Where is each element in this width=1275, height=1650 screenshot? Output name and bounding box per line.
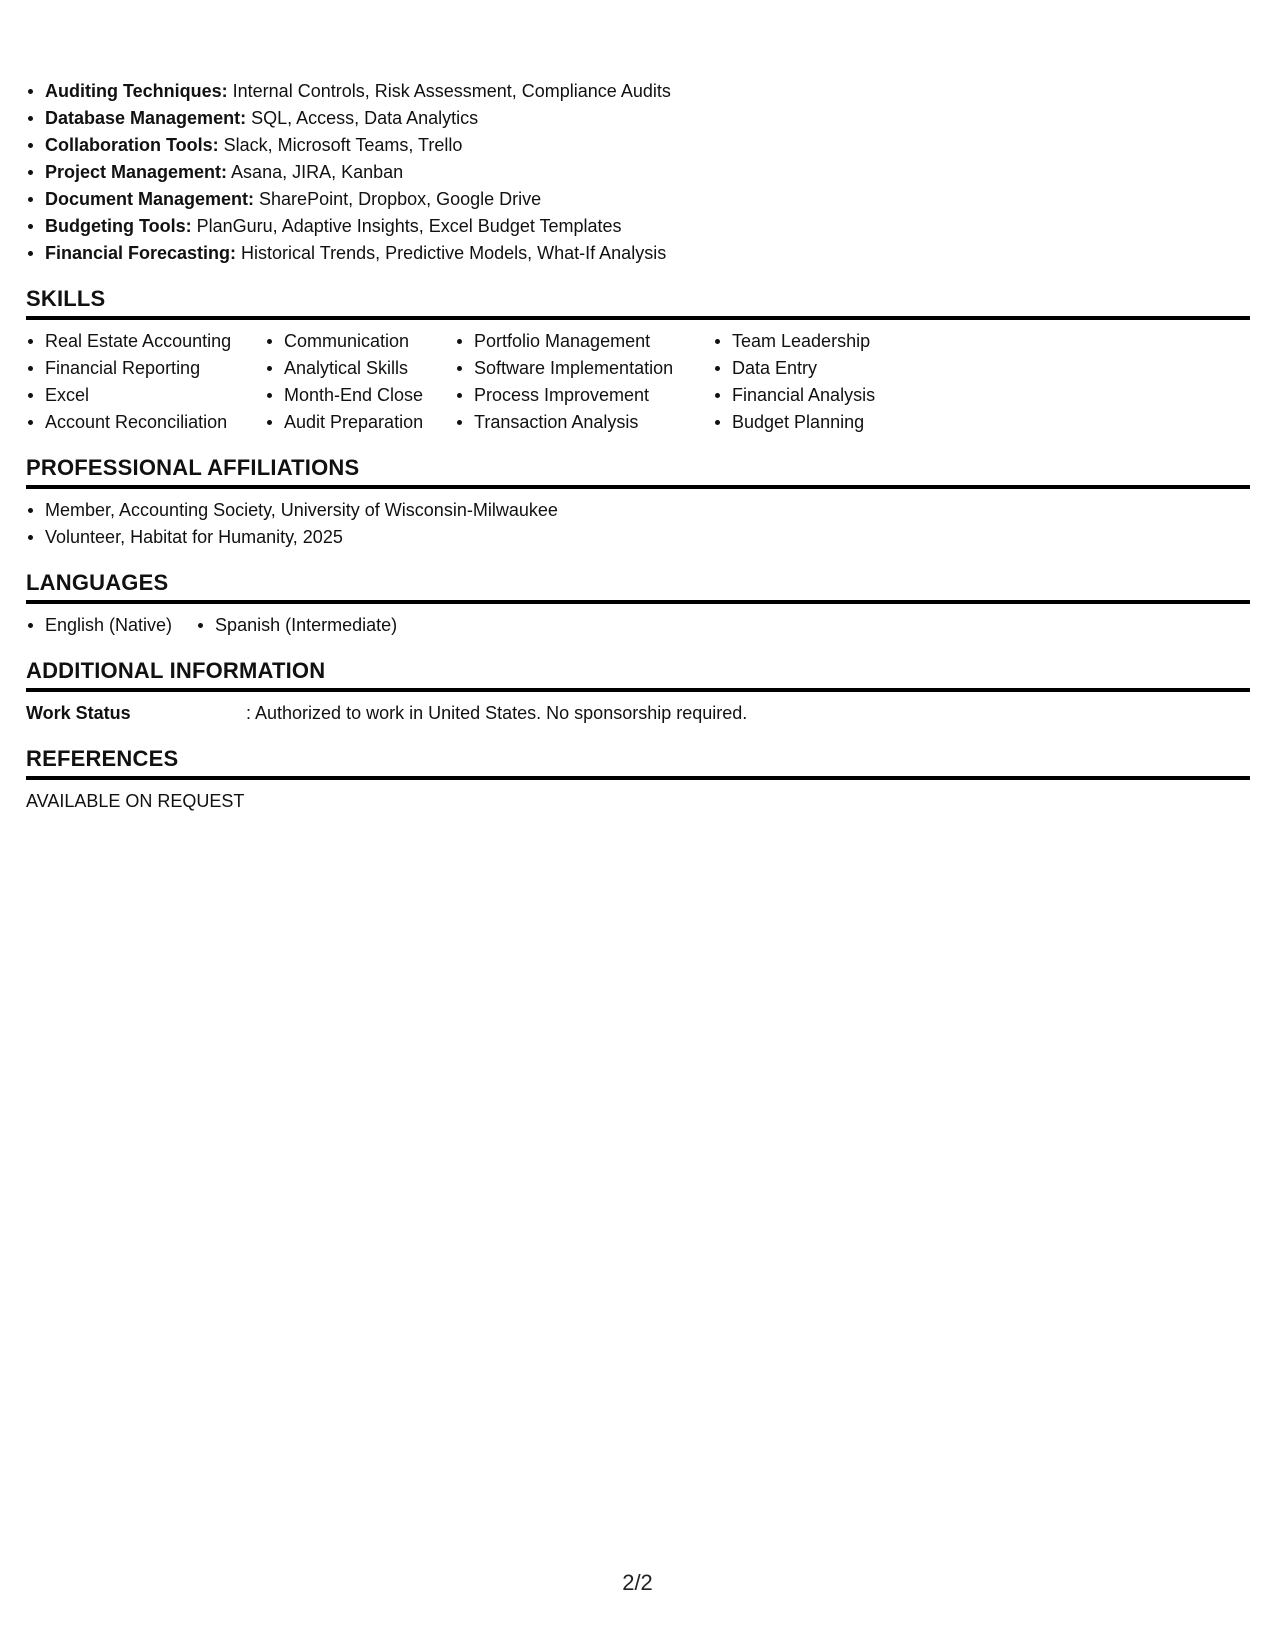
section-heading-references: REFERENCES — [26, 745, 1250, 780]
tools-list — [26, 78, 1250, 267]
work-status-value: : Authorized to work in United States. No sponsorship required. — [246, 703, 748, 723]
page-number: 2/2 — [622, 1570, 653, 1595]
skills-column-4 — [713, 328, 913, 436]
tool-category-label: Collaboration Tools: — [45, 135, 219, 155]
affiliation-item: Member, Accounting Society, University of Wisconsin-Milwaukee — [26, 497, 1250, 524]
section-heading-additional-info: ADDITIONAL INFORMATION — [26, 657, 1250, 692]
skill-item: Audit Preparation — [265, 409, 455, 436]
tool-category-label: Project Management: — [45, 162, 228, 182]
tool-category-value: SQL, Access, Data Analytics — [246, 108, 479, 128]
skill-item: Financial Analysis — [713, 382, 913, 409]
skills-columns — [26, 328, 1250, 436]
skill-item: Budget Planning — [713, 409, 913, 436]
tool-category-label: Auditing Techniques: — [45, 81, 228, 101]
affiliation-item: Volunteer, Habitat for Humanity, 2025 — [26, 524, 1250, 551]
skill-item: Account Reconciliation — [26, 409, 265, 436]
tool-category-label: Database Management: — [45, 108, 247, 128]
resume-page — [26, 78, 1250, 815]
skill-item: Financial Reporting — [26, 355, 265, 382]
section-heading-affiliations: PROFESSIONAL AFFILIATIONS — [26, 454, 1250, 489]
skill-item: Real Estate Accounting — [26, 328, 265, 355]
section-heading-languages: LANGUAGES — [26, 569, 1250, 604]
tool-category-label: Document Management: — [45, 189, 255, 209]
language-item: Spanish (Intermediate) — [196, 612, 397, 639]
tool-category-label: Budgeting Tools: — [45, 216, 192, 236]
languages-list — [26, 612, 1250, 639]
skills-column-3 — [455, 328, 713, 436]
affiliations-section — [26, 454, 1250, 551]
list-item — [26, 132, 1250, 159]
tool-category-value: SharePoint, Dropbox, Google Drive — [254, 189, 542, 209]
affiliations-list — [26, 497, 1250, 551]
list-item — [26, 78, 1250, 105]
references-text: AVAILABLE ON REQUEST — [26, 791, 245, 811]
skills-column-1 — [26, 328, 265, 436]
skill-item: Data Entry — [713, 355, 913, 382]
list-item — [26, 186, 1250, 213]
languages-section — [26, 569, 1250, 639]
list-item — [26, 213, 1250, 240]
skill-item: Portfolio Management — [455, 328, 713, 355]
list-item — [26, 240, 1250, 267]
skill-item: Excel — [26, 382, 265, 409]
additional-info-section — [26, 657, 1250, 727]
skill-item: Month-End Close — [265, 382, 455, 409]
skill-item: Transaction Analysis — [455, 409, 713, 436]
tool-category-value: Slack, Microsoft Teams, Trello — [218, 135, 463, 155]
skill-item: Software Implementation — [455, 355, 713, 382]
skill-item: Process Improvement — [455, 382, 713, 409]
tool-category-value: PlanGuru, Adaptive Insights, Excel Budget Templates — [191, 216, 622, 236]
tool-category-value: Historical Trends, Predictive Models, What-If Analysis — [236, 243, 667, 263]
list-item — [26, 159, 1250, 186]
skill-item: Communication — [265, 328, 455, 355]
tool-category-label: Financial Forecasting: — [45, 243, 237, 263]
language-item: English (Native) — [26, 612, 172, 639]
references-section — [26, 745, 1250, 815]
work-status-row — [26, 700, 1250, 727]
work-status-label: Work Status — [26, 703, 131, 723]
tool-category-value: Asana, JIRA, Kanban — [227, 162, 404, 182]
section-heading-skills: SKILLS — [26, 285, 1250, 320]
tool-category-value: Internal Controls, Risk Assessment, Compliance Audits — [227, 81, 671, 101]
skills-column-2 — [265, 328, 455, 436]
skill-item: Analytical Skills — [265, 355, 455, 382]
skills-section — [26, 285, 1250, 436]
skill-item: Team Leadership — [713, 328, 913, 355]
list-item — [26, 105, 1250, 132]
